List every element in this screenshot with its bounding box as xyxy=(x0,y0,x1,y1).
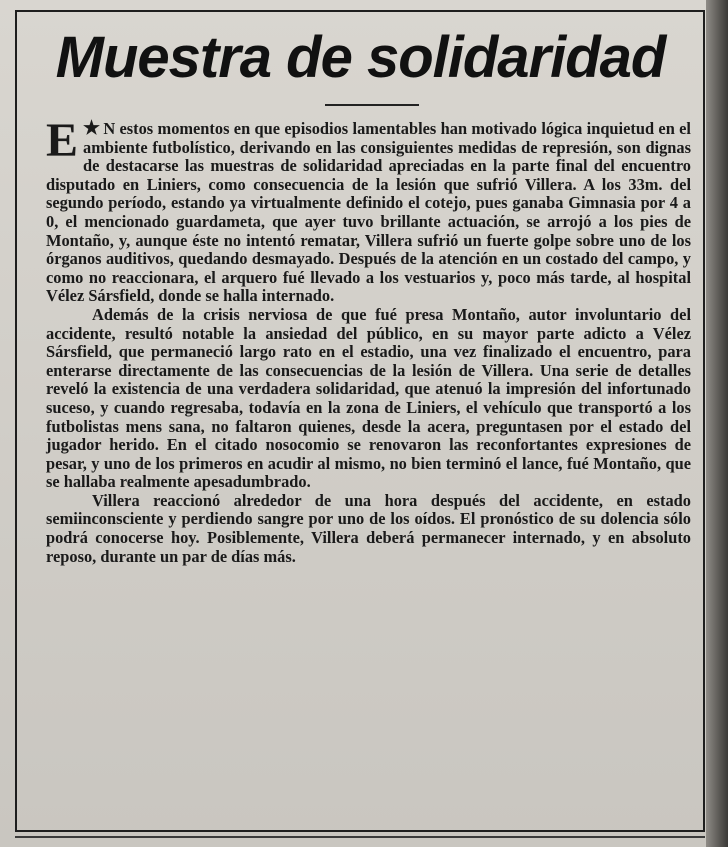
bottom-rule xyxy=(15,836,705,838)
article-headline: Muestra de solidaridad xyxy=(55,25,666,90)
article-paragraph-2: Además de la crisis nerviosa de que fué presa Montaño, autor involuntario del accidente, resultó notable la ansiedad del público, en su mayor parte adicto a Vélez Sársfield, que permaneció largo rato en el estadio, una vez finalizado el encuentro, para enterarse directamente de las consecuencias de la lesión de Villera. Una serie de detalles reveló la existencia de una verdadera solidaridad, que atenuó la impresión del infortunado suceso, y cuando regresaba, todavía en la zona de Liniers, el vehículo que transportó a los futbolistas mens sana, no faltaron quienes, desde la acera, preguntasen por el estado del jugador herido. En el citado nosocomio se renovaron las reconfortantes expresiones de pesar, y uno de los primeros en acudir al mismo, no bien terminó el lance, fué Montaño, que se hallaba realmente apesadumbrado. xyxy=(46,304,691,492)
star-icon: ★ xyxy=(83,118,101,139)
paragraph-text: N estos momentos en que episodios lamentables han motivado lógica inquietud en el ambiente futbolístico, derivando en las consiguientes medidas de represión, son dignas de destacarse las muestras de solidaridad apreciadas en la parte final del encuentro disputado en Liniers, como consecuencia de la lesión que sufrió Villera. A los 33m. del segundo período, estando ya virtualmente definido el cotejo, pues ganaba Gimnasia por 4 a 0, el mencionado guardameta, que ayer tuvo brillante actuación, se arrojó a los pies de Montaño, y, aunque éste no intentó rematar, Villera sufrió un fuerte golpe sobre uno de los órganos auditivos, quedando desmayado. Después de la atención en un costado del campo, y como no reaccionara, el arquero fué llevado a los vestuarios y, poco más tarde, al hospital Vélez Sársfield, donde se halla internado. xyxy=(46,119,691,306)
article-body xyxy=(46,114,691,566)
drop-cap: E xyxy=(46,114,79,167)
headline-divider xyxy=(325,104,419,106)
article-paragraph-1 xyxy=(46,114,691,306)
article-paragraph-3: Villera reaccionó alrededor de una hora después del accidente, en estado semiinconsciente y perdiendo sangre por uno de los oídos. El pronóstico de su dolencia sólo podrá conocerse hoy. Posiblemente, Villera deberá permanecer internado, y en absoluto reposo, durante un par de días más. xyxy=(46,490,691,566)
page-edge-shadow xyxy=(706,0,728,847)
